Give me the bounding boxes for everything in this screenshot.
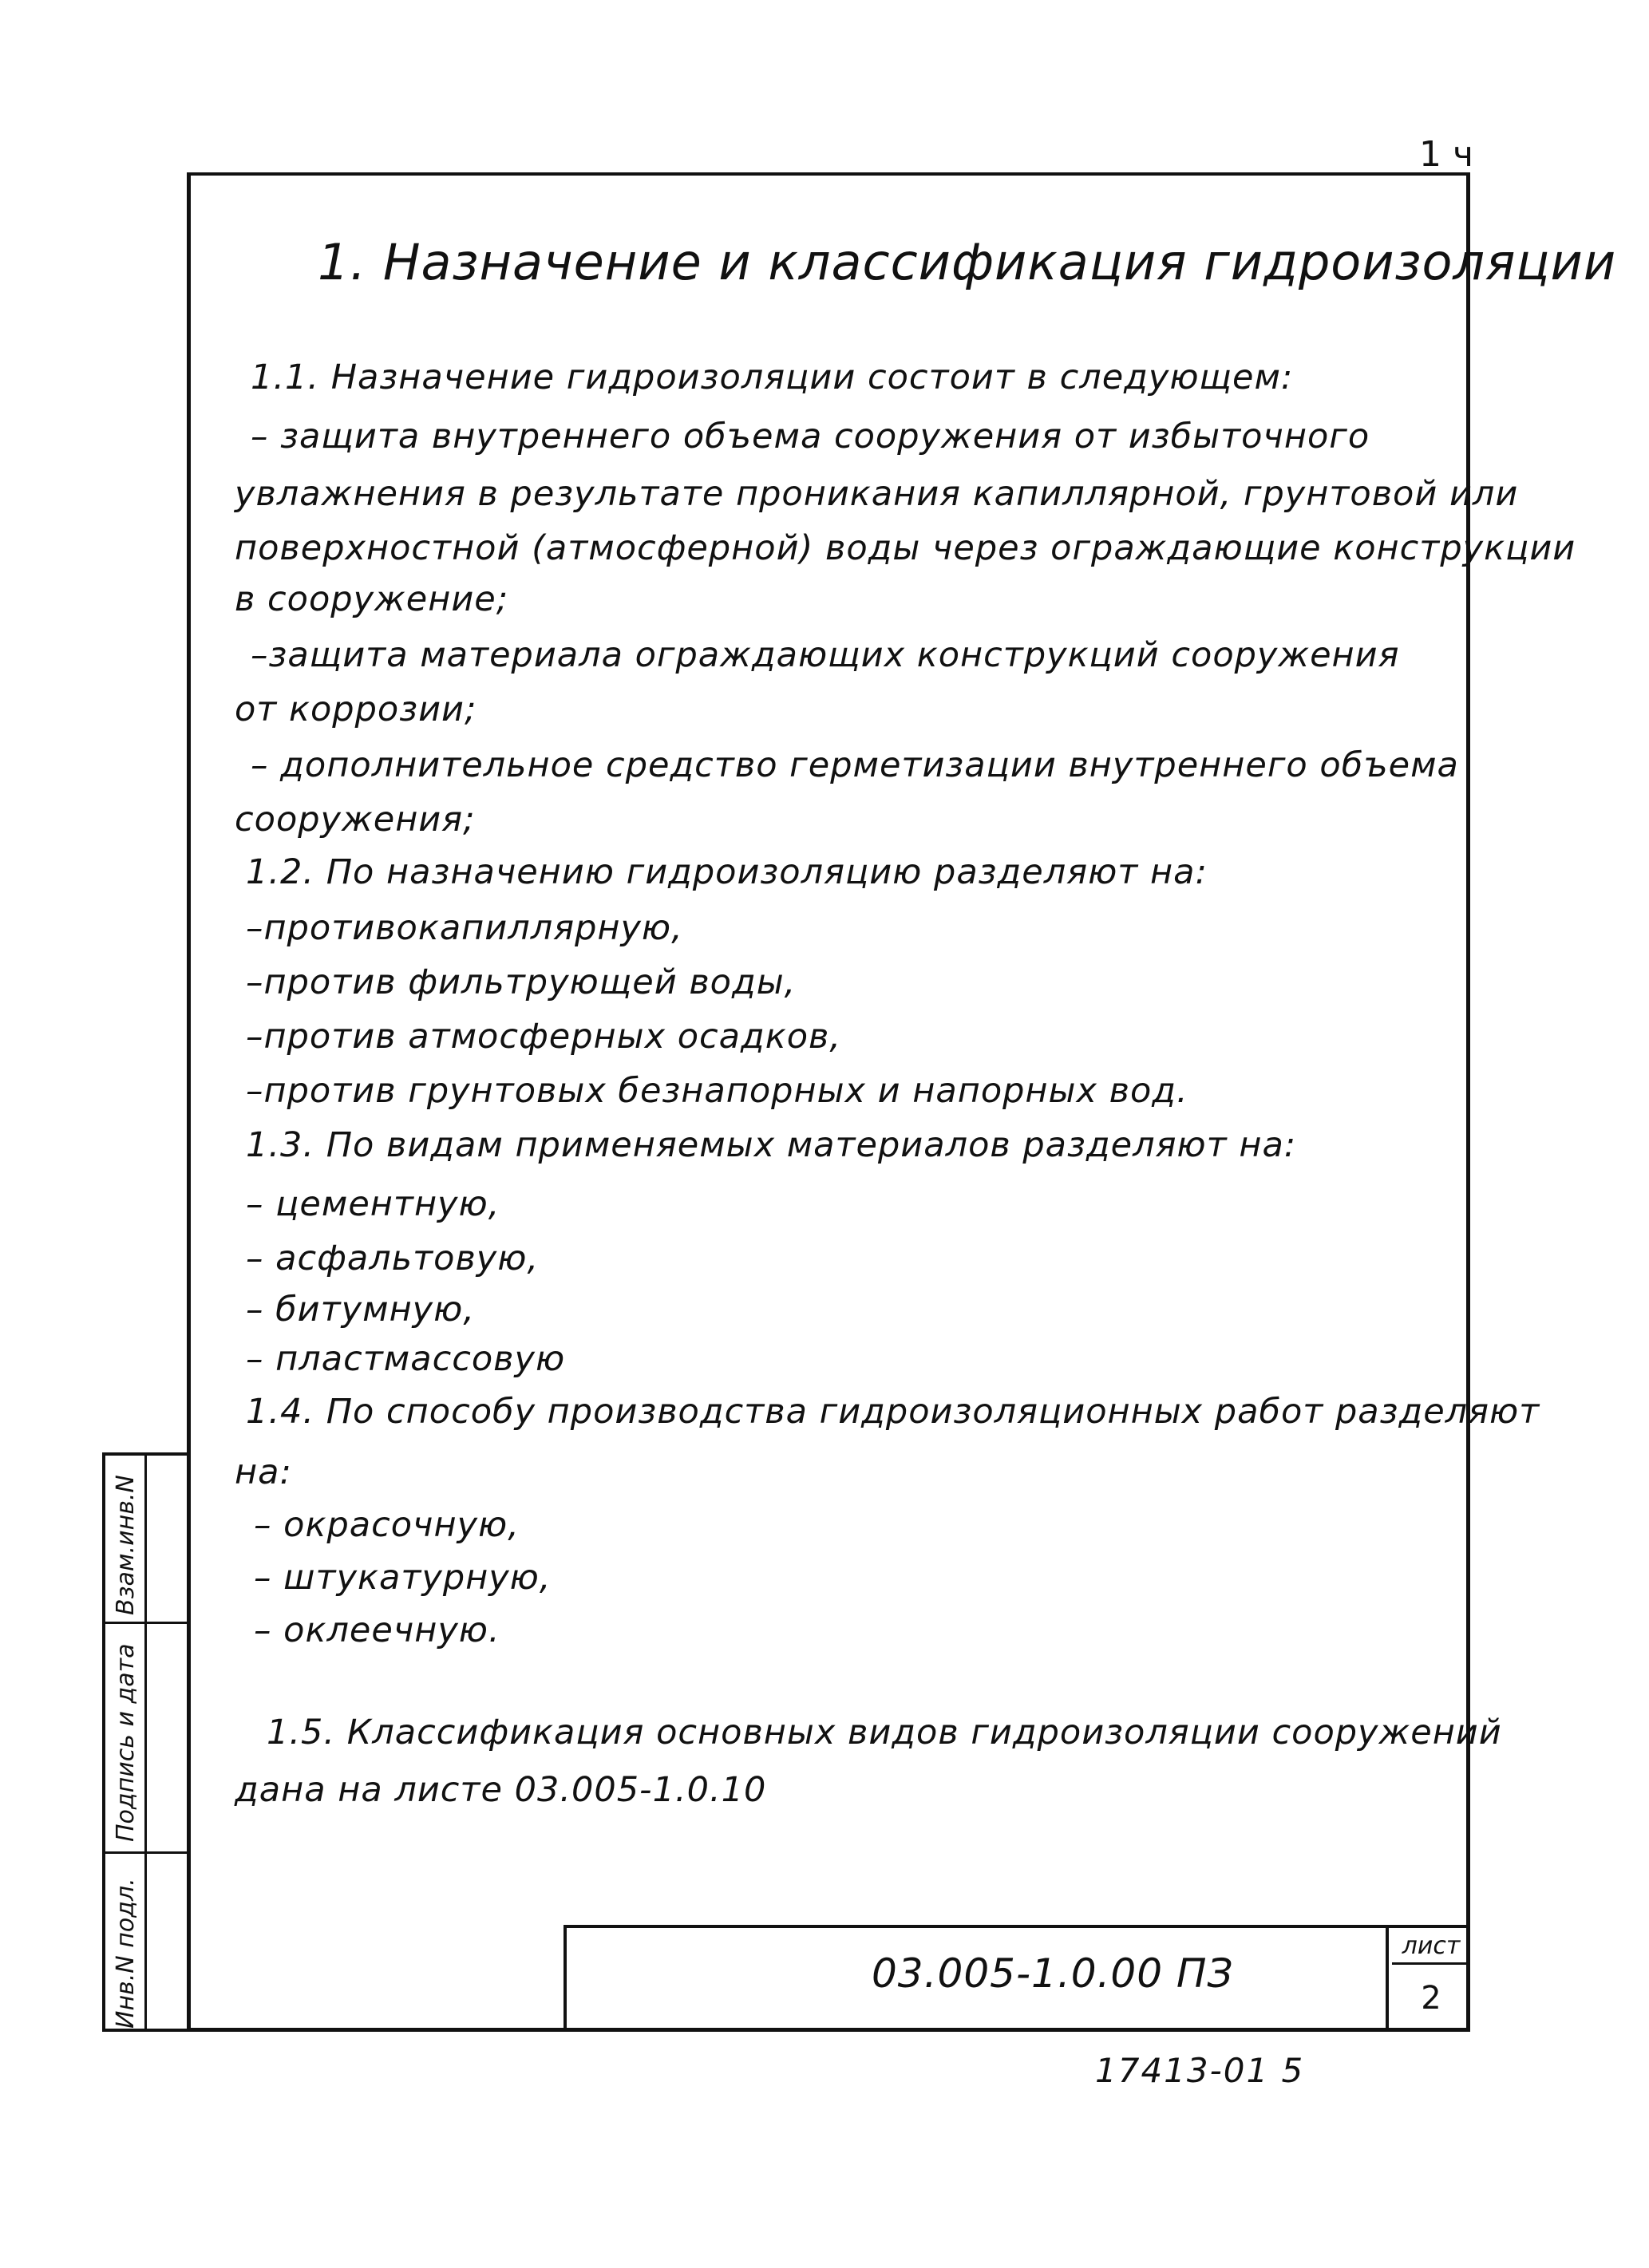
- text-line: – дополнительное средство герметизации внутреннего объема: [251, 745, 1459, 785]
- text-line: поверхностной (атмосферной) воды через ограждающие конструкции: [235, 528, 1576, 568]
- inv-vzam-label: Взам.инв.N: [112, 1475, 140, 1615]
- text-line: в сооружение;: [235, 579, 509, 619]
- corner-page-mark: 1 ч: [1419, 134, 1473, 175]
- text-line: – битумную,: [246, 1290, 475, 1330]
- text-line: –против фильтрующей воды,: [246, 962, 797, 1002]
- title-block: [564, 1925, 1470, 2032]
- text-line: –против атмосферных осадков,: [246, 1017, 842, 1057]
- side-divider: [105, 1851, 187, 1854]
- signature-date-label: Подпись и дата: [112, 1643, 140, 1842]
- text-line: –против грунтовых безнапорных и напорных вод.: [246, 1071, 1188, 1111]
- text-line: – асфальтовую,: [246, 1239, 540, 1278]
- side-stamp-strip: [102, 1452, 187, 2032]
- text-line: от коррозии;: [235, 689, 477, 729]
- text-line: 1.5. Классификация основных видов гидроизоляции сооружений: [267, 1713, 1502, 1752]
- text-line: – защита внутреннего объема сооружения от избыточного: [251, 417, 1370, 456]
- text-line: сооружения;: [235, 800, 476, 840]
- text-line: – оклеечную.: [254, 1610, 500, 1650]
- text-line: –защита материала ограждающих конструкций сооружения: [251, 635, 1400, 675]
- text-line: 1.3. По видам применяемых материалов разделяют на:: [246, 1125, 1297, 1165]
- text-line: 1.4. По способу производства гидроизоляционных работ разделяют: [246, 1392, 1540, 1432]
- text-line: 1.2. По назначению гидроизоляцию разделяют на:: [246, 852, 1208, 892]
- sheet-number: 2: [1421, 1980, 1441, 2017]
- text-line: дана на листе 03.005-1.0.10: [235, 1770, 767, 1810]
- text-line: на:: [235, 1452, 292, 1492]
- section-heading: 1. Назначение и классификация гидроизоляции: [318, 233, 1617, 291]
- inv-podl-label: Инв.N подл.: [112, 1878, 140, 2029]
- archive-number: 17413-01 5: [1095, 2051, 1305, 2090]
- document-code: 03.005-1.0.00 ПЗ: [872, 1950, 1234, 1997]
- sheet-label: лист: [1392, 1928, 1470, 1965]
- text-line: – пластмассовую: [246, 1339, 566, 1379]
- text-line: увлажнения в результате проникания капиллярной, грунтовой или: [235, 474, 1519, 514]
- text-line: 1.1. Назначение гидроизоляции состоит в следующем:: [251, 358, 1294, 397]
- title-block-main-cell: [567, 1928, 1389, 2032]
- text-line: –противокапиллярную,: [246, 908, 683, 948]
- side-divider: [105, 1622, 187, 1624]
- text-line: – окрасочную,: [254, 1505, 520, 1545]
- text-line: – штукатурную,: [254, 1558, 552, 1598]
- text-line: – цементную,: [246, 1184, 500, 1224]
